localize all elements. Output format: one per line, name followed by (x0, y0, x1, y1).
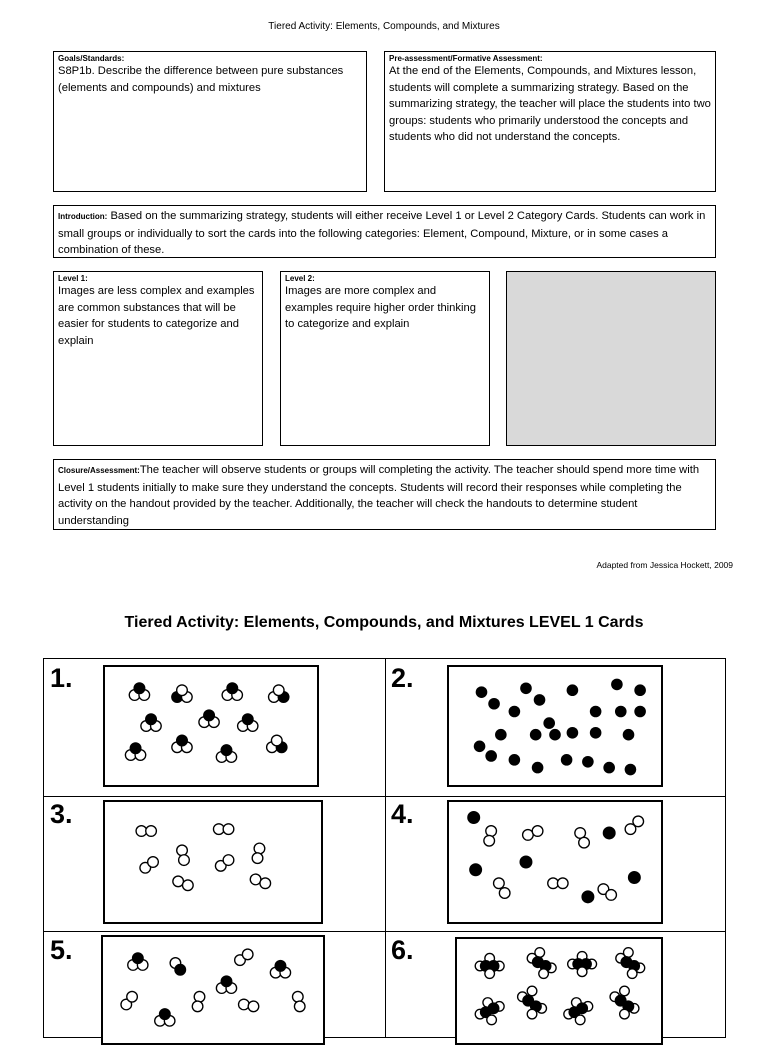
empty-gray-box (506, 271, 716, 446)
closure-content (58, 462, 711, 529)
card-image-1 (103, 665, 319, 787)
card-image-4 (447, 800, 663, 924)
level2-text: Images are more complex and examples require higher order thinking to categorize and explain (285, 285, 476, 331)
preassessment-text: At the end of the Elements, Compounds, and Mixtures lesson, students will complete a summarizing strategy. Based on the summarizing strategy, the teacher will place the students into two groups: students who primarily understood the concepts and students who did not understand the concepts. (389, 65, 711, 144)
document-title: Tiered Activity: Elements, Compounds, and Mixtures (268, 21, 500, 32)
introduction-box (53, 205, 716, 258)
credit-text: Adapted from Jessica Hockett, 2009 (596, 560, 733, 570)
mixed-atoms-molecules-picture (449, 802, 661, 922)
goals-label: Goals/Standards: (58, 54, 125, 63)
card-number-6: 6. (391, 935, 414, 965)
cards-title: Tiered Activity: Elements, Compounds, and Mixtures LEVEL 1 Cards (124, 614, 644, 631)
atoms-picture (449, 667, 661, 785)
card-number-2: 2. (391, 663, 414, 693)
card-image-6 (455, 937, 663, 1045)
molecules-picture (105, 667, 317, 785)
cards-grid (43, 658, 726, 1038)
grid-divider-horizontal (44, 931, 725, 932)
card-image-5 (101, 935, 325, 1045)
introduction-label: Introduction: (58, 212, 108, 221)
preassessment-label: Pre-assessment/Formative Assessment: (389, 54, 543, 63)
grid-divider-horizontal (44, 796, 725, 797)
card-number-1: 1. (50, 663, 73, 693)
mixture-picture (103, 937, 323, 1043)
introduction-text: Based on the summarizing strategy, students will either receive Level 1 or Level 2 Category Cards. Students can work in small groups or individually to sort the cards into the following categories: Element, Compound, Mixture, or in some cases a combination of these. (58, 210, 706, 257)
goals-box (53, 51, 367, 192)
level1-box (53, 271, 263, 446)
closure-text: The teacher will observe students or groups will completing the activity. The teacher should spend more time with Level 1 students initially to make sure they understand the concepts. Students will record their responses while completing the activity on the handout provided by the teacher. Additionally, the teacher will check the handouts to determine student understanding (58, 464, 700, 527)
grid-divider-vertical (385, 659, 386, 1037)
card-image-3 (103, 800, 323, 924)
diatomic-molecules-picture (105, 802, 321, 922)
card-image-2 (447, 665, 663, 787)
level1-label: Level 1: (58, 274, 88, 283)
card-number-5: 5. (50, 935, 73, 965)
level2-box (280, 271, 490, 446)
card-number-3: 3. (50, 799, 73, 829)
preassessment-box (384, 51, 716, 192)
level2-label: Level 2: (285, 274, 315, 283)
closure-label: Closure/Assessment: (58, 466, 140, 475)
introduction-content (58, 208, 711, 259)
level1-text: Images are less complex and examples are common substances that will be easier for students to categorize and explain (58, 285, 255, 347)
closure-box (53, 459, 716, 530)
goals-text: S8P1b. Describe the difference between pure substances (elements and compounds) and mixtures (58, 65, 344, 94)
card-number-4: 4. (391, 799, 414, 829)
complex-molecules-picture (457, 939, 661, 1043)
